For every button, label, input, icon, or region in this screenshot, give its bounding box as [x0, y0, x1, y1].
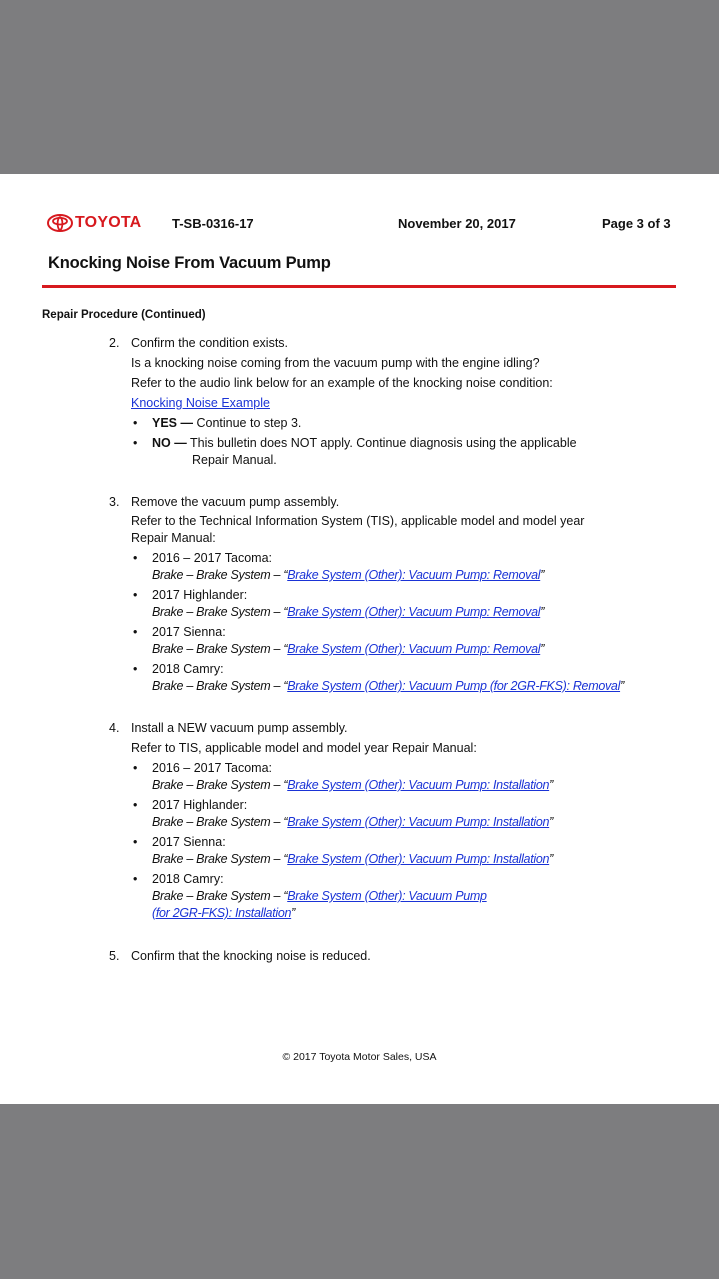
list-item	[131, 587, 689, 621]
model-name: 2018 Camry:	[152, 872, 224, 886]
model-name: 2018 Camry:	[152, 662, 224, 676]
list-item	[131, 797, 689, 831]
repair-manual-link[interactable]: Brake System (Other): Vacuum Pump: Removal	[287, 642, 541, 656]
copyright-footer: © 2017 Toyota Motor Sales, USA	[282, 1051, 437, 1063]
section-heading: Repair Procedure (Continued)	[42, 309, 206, 321]
manual-path: Brake – Brake System – “	[152, 815, 288, 829]
repair-manual-link[interactable]: Brake System (Other): Vacuum Pump: Installation	[287, 815, 550, 829]
manual-path: Brake – Brake System – “	[152, 679, 288, 693]
step-text: Refer to the audio link below for an example of the knocking noise condition:	[131, 376, 553, 390]
step-text: Remove the vacuum pump assembly.	[131, 495, 340, 509]
quote-close: ”	[549, 852, 554, 866]
repair-manual-link[interactable]: Brake System (Other): Vacuum Pump	[287, 889, 487, 903]
yes-text: Continue to step 3.	[193, 416, 302, 430]
step-text: Is a knocking noise coming from the vacuum pump with the engine idling?	[131, 356, 540, 370]
bullet-icon: •	[133, 761, 138, 775]
repair-manual-link[interactable]: Brake System (Other): Vacuum Pump: Installation	[287, 778, 550, 792]
step-3	[109, 494, 689, 695]
step-text: Refer to TIS, applicable model and model year Repair Manual:	[131, 741, 477, 755]
yes-label: YES —	[152, 416, 193, 430]
list-item	[131, 550, 689, 584]
model-name: 2016 – 2017 Tacoma:	[152, 551, 273, 565]
bullet-icon: •	[133, 662, 138, 676]
step-text: Repair Manual:	[131, 531, 216, 545]
manual-path: Brake – Brake System – “	[152, 568, 288, 582]
model-name: 2017 Sienna:	[152, 625, 226, 639]
toyota-emblem-icon	[47, 214, 73, 232]
knocking-noise-example-link[interactable]: Knocking Noise Example	[131, 396, 270, 410]
list-item	[131, 415, 689, 432]
repair-manual-link[interactable]: Brake System (Other): Vacuum Pump (for 2GR-FKS): Removal	[287, 679, 621, 693]
list-item	[131, 661, 689, 695]
repair-manual-link[interactable]: Brake System (Other): Vacuum Pump: Removal	[287, 568, 541, 582]
model-name: 2017 Highlander:	[152, 798, 248, 812]
list-item	[131, 834, 689, 868]
document-page	[0, 174, 719, 1104]
manual-path: Brake – Brake System – “	[152, 852, 288, 866]
no-label: NO —	[152, 436, 187, 450]
bullet-icon: •	[133, 551, 138, 565]
quote-close: ”	[540, 605, 545, 619]
repair-manual-link-continued[interactable]: (for 2GR-FKS): Installation	[152, 906, 292, 920]
step-number: 2.	[109, 336, 120, 350]
manual-path: Brake – Brake System – “	[152, 889, 288, 903]
list-item	[131, 624, 689, 658]
quote-close: ”	[549, 778, 554, 792]
bullet-icon: •	[133, 588, 138, 602]
step-text: Install a NEW vacuum pump assembly.	[131, 721, 348, 735]
bullet-icon: •	[133, 835, 138, 849]
document-header	[0, 215, 719, 239]
step-number: 4.	[109, 721, 120, 735]
manual-path: Brake – Brake System – “	[152, 778, 288, 792]
quote-close: ”	[549, 815, 554, 829]
model-name: 2017 Sienna:	[152, 835, 226, 849]
bullet-icon: •	[133, 872, 138, 886]
logo-wordmark: TOYOTA	[75, 214, 142, 231]
list-item	[131, 871, 689, 922]
manual-path: Brake – Brake System – “	[152, 605, 288, 619]
repair-manual-link[interactable]: Brake System (Other): Vacuum Pump: Installation	[287, 852, 550, 866]
step-text: Refer to the Technical Information System (TIS), applicable model and model year	[131, 514, 585, 528]
repair-manual-link[interactable]: Brake System (Other): Vacuum Pump: Removal	[287, 605, 541, 619]
quote-close: ”	[540, 568, 545, 582]
quote-close: ”	[620, 679, 624, 693]
step-number: 5.	[109, 949, 120, 963]
quote-close: ”	[291, 906, 296, 920]
model-name: 2017 Highlander:	[152, 588, 248, 602]
step-4	[109, 720, 689, 922]
list-item	[131, 760, 689, 794]
list-item	[131, 435, 689, 469]
bullet-icon: •	[133, 436, 138, 450]
no-text-continued: Repair Manual.	[192, 453, 277, 467]
step-2	[109, 335, 689, 469]
step-text: Confirm the condition exists.	[131, 336, 289, 350]
bulletin-number: T-SB-0316-17	[172, 216, 254, 231]
bullet-icon: •	[133, 416, 138, 430]
page-indicator: Page 3 of 3	[602, 216, 671, 231]
no-text: This bulletin does NOT apply. Continue diagnosis using the applicable	[186, 436, 577, 450]
bullet-icon: •	[133, 798, 138, 812]
bullet-icon: •	[133, 625, 138, 639]
step-number: 3.	[109, 495, 120, 509]
manual-path: Brake – Brake System – “	[152, 642, 288, 656]
title-divider	[42, 285, 676, 288]
model-name: 2016 – 2017 Tacoma:	[152, 761, 273, 775]
document-title: Knocking Noise From Vacuum Pump	[48, 254, 331, 272]
toyota-logo	[47, 214, 141, 232]
quote-close: ”	[540, 642, 545, 656]
step-text: Confirm that the knocking noise is reduced.	[131, 949, 371, 963]
bulletin-date: November 20, 2017	[398, 216, 516, 231]
step-5	[109, 948, 689, 965]
